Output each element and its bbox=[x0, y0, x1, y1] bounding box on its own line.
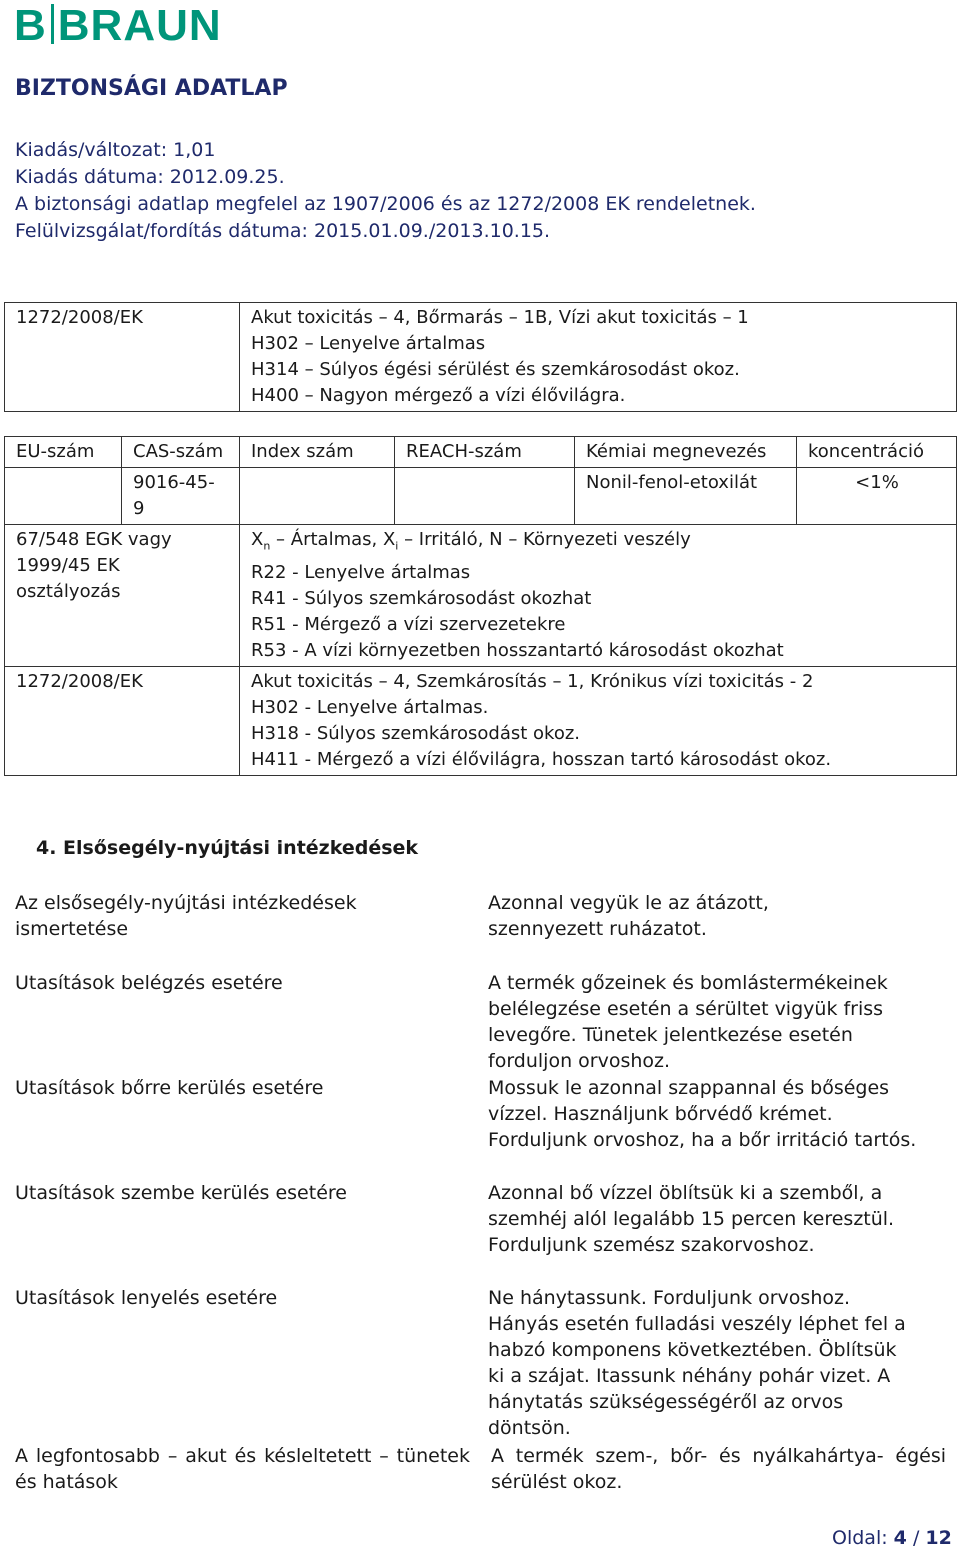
cell-concentration: <1% bbox=[797, 468, 957, 525]
cell-eu-number bbox=[5, 468, 122, 525]
column-header: CAS-szám bbox=[122, 437, 240, 468]
column-header: Index szám bbox=[240, 437, 395, 468]
logo-letter-b: B bbox=[14, 1, 47, 50]
current-page: 4 bbox=[893, 1527, 907, 1549]
first-aid-text: A termék gőzeinek és bomlástermékeinek belélegzése esetén a sérültet vigyük friss levegőre. Tünetek jelentkezése esetén forduljon orvoshoz. bbox=[488, 972, 888, 1072]
first-aid-label: A legfontosabb – akut és késleltetett – tünetek és hatások bbox=[15, 1445, 470, 1493]
dsd-classification bbox=[240, 525, 957, 667]
cell-chemical-name: Nonil-fenol-etoxilát bbox=[575, 468, 797, 525]
page-number bbox=[832, 1527, 952, 1549]
total-pages: 12 bbox=[925, 1527, 952, 1549]
symbol-x: X bbox=[251, 529, 264, 550]
hazard-line: H318 - Súlyos szemkárosodást okoz. bbox=[251, 722, 581, 744]
first-aid-label: Az elsősegély-nyújtási intézkedések ismertetése bbox=[15, 892, 357, 940]
cas-line: 9016-45- bbox=[133, 472, 215, 493]
dsd-label-line: 67/548 EGK vagy bbox=[16, 529, 172, 550]
first-aid-label: Utasítások lenyelés esetére bbox=[15, 1287, 278, 1309]
cas-line: 9 bbox=[133, 498, 145, 519]
first-aid-text: A termék szem-, bőr- és nyálkahártya- égési sérülést okoz. bbox=[491, 1445, 946, 1493]
cell-cas-number bbox=[122, 468, 240, 525]
hazard-statements bbox=[240, 303, 957, 412]
table-row bbox=[5, 525, 957, 667]
cell-reach-number bbox=[395, 468, 575, 525]
meta-version: Kiadás/változat: 1,01 bbox=[15, 139, 216, 161]
hazard-line: H302 – Lenyelve ártalmas bbox=[251, 333, 486, 354]
meta-compliance: A biztonsági adatlap megfelel az 1907/2006 és az 1272/2008 EK rendeletnek. bbox=[15, 193, 756, 215]
document-meta bbox=[15, 137, 756, 245]
first-aid-label: Utasítások bőrre kerülés esetére bbox=[15, 1077, 324, 1099]
section-4-title: 4. Elsősegély-nyújtási intézkedések bbox=[36, 837, 419, 859]
meta-issue-date: Kiadás dátuma: 2012.09.25. bbox=[15, 166, 285, 188]
column-header: EU-szám bbox=[5, 437, 122, 468]
document-title: BIZTONSÁGI ADATLAP bbox=[15, 76, 288, 101]
column-header: REACH-szám bbox=[395, 437, 575, 468]
subscript-i: i bbox=[395, 539, 399, 553]
hazard-line: H411 - Mérgező a vízi élővilágra, hosszan tartó károsodást okoz. bbox=[251, 748, 832, 770]
table-row bbox=[5, 468, 957, 525]
logo-divider bbox=[51, 4, 54, 44]
braun-logo bbox=[14, 2, 222, 50]
hazard-line: Akut toxicitás – 4, Bőrmarás – 1B, Vízi akut toxicitás – 1 bbox=[251, 307, 749, 328]
class-text: – Ártalmas, X bbox=[270, 529, 396, 550]
page-separator: / bbox=[906, 1527, 926, 1549]
regulation-label: 1272/2008/EK bbox=[5, 303, 240, 412]
composition-table bbox=[4, 436, 957, 776]
table-row bbox=[5, 666, 957, 775]
clp-classification bbox=[240, 666, 957, 775]
clp-label: 1272/2008/EK bbox=[5, 666, 240, 775]
hazard-line: H302 - Lenyelve ártalmas. bbox=[251, 696, 489, 718]
hazard-line: H400 – Nagyon mérgező a vízi élővilágra. bbox=[251, 385, 626, 406]
risk-phrase: R41 - Súlyos szemkárosodást okozhat bbox=[251, 587, 592, 609]
first-aid-text: Azonnal vegyük le az átázott, szennyezett ruházatot. bbox=[488, 892, 769, 940]
hazard-line: Akut toxicitás – 4, Szemkárosítás – 1, Krónikus vízi toxicitás - 2 bbox=[251, 670, 814, 692]
page-prefix: Oldal: bbox=[832, 1527, 894, 1549]
cell-index-number bbox=[240, 468, 395, 525]
first-aid-label: Utasítások belégzés esetére bbox=[15, 972, 283, 994]
dsd-label bbox=[5, 525, 240, 667]
risk-phrase: R53 - A vízi környezetben hosszantartó károsodást okozhat bbox=[251, 639, 784, 661]
first-aid-text: Ne hánytassunk. Forduljunk orvoshoz. Hányás esetén fulladási veszély léphet fel a habzó komponens következtében. Öblítsük ki a szájat. Itassunk néhány pohár vizet. A hánytatás szükségességéről az orvos döntsön. bbox=[488, 1287, 906, 1439]
hazard-line: H314 – Súlyos égési sérülést és szemkárosodást okoz. bbox=[251, 359, 740, 380]
first-aid-label: Utasítások szembe kerülés esetére bbox=[15, 1182, 347, 1204]
dsd-label-line: 1999/45 EK osztályozás bbox=[16, 555, 121, 602]
first-aid-text: Azonnal bő vízzel öblítsük ki a szemből, a szemhéj alól legalább 15 percen keresztül. Forduljunk szemész szakorvoshoz. bbox=[488, 1182, 895, 1256]
class-text: – Irritáló, N – Környezeti veszély bbox=[398, 529, 691, 550]
risk-phrase: R22 - Lenyelve ártalmas bbox=[251, 561, 471, 583]
column-header: koncentráció bbox=[797, 437, 957, 468]
classification-table-clp bbox=[4, 302, 957, 412]
logo-wordmark: BRAUN bbox=[57, 1, 222, 50]
first-aid-text: Mossuk le azonnal szappannal és bőséges vízzel. Használjunk bőrvédő krémet. Forduljunk orvoshoz, ha a bőr irritáció tartós. bbox=[488, 1077, 917, 1151]
column-header: Kémiai megnevezés bbox=[575, 437, 797, 468]
meta-revision-date: Felülvizsgálat/fordítás dátuma: 2015.01.09./2013.10.15. bbox=[15, 220, 551, 242]
risk-phrase: R51 - Mérgező a vízi szervezetekre bbox=[251, 613, 566, 635]
table-row bbox=[5, 303, 957, 412]
subscript-n: n bbox=[263, 539, 271, 553]
table-header-row bbox=[5, 437, 957, 468]
dsd-class-line bbox=[251, 527, 946, 560]
